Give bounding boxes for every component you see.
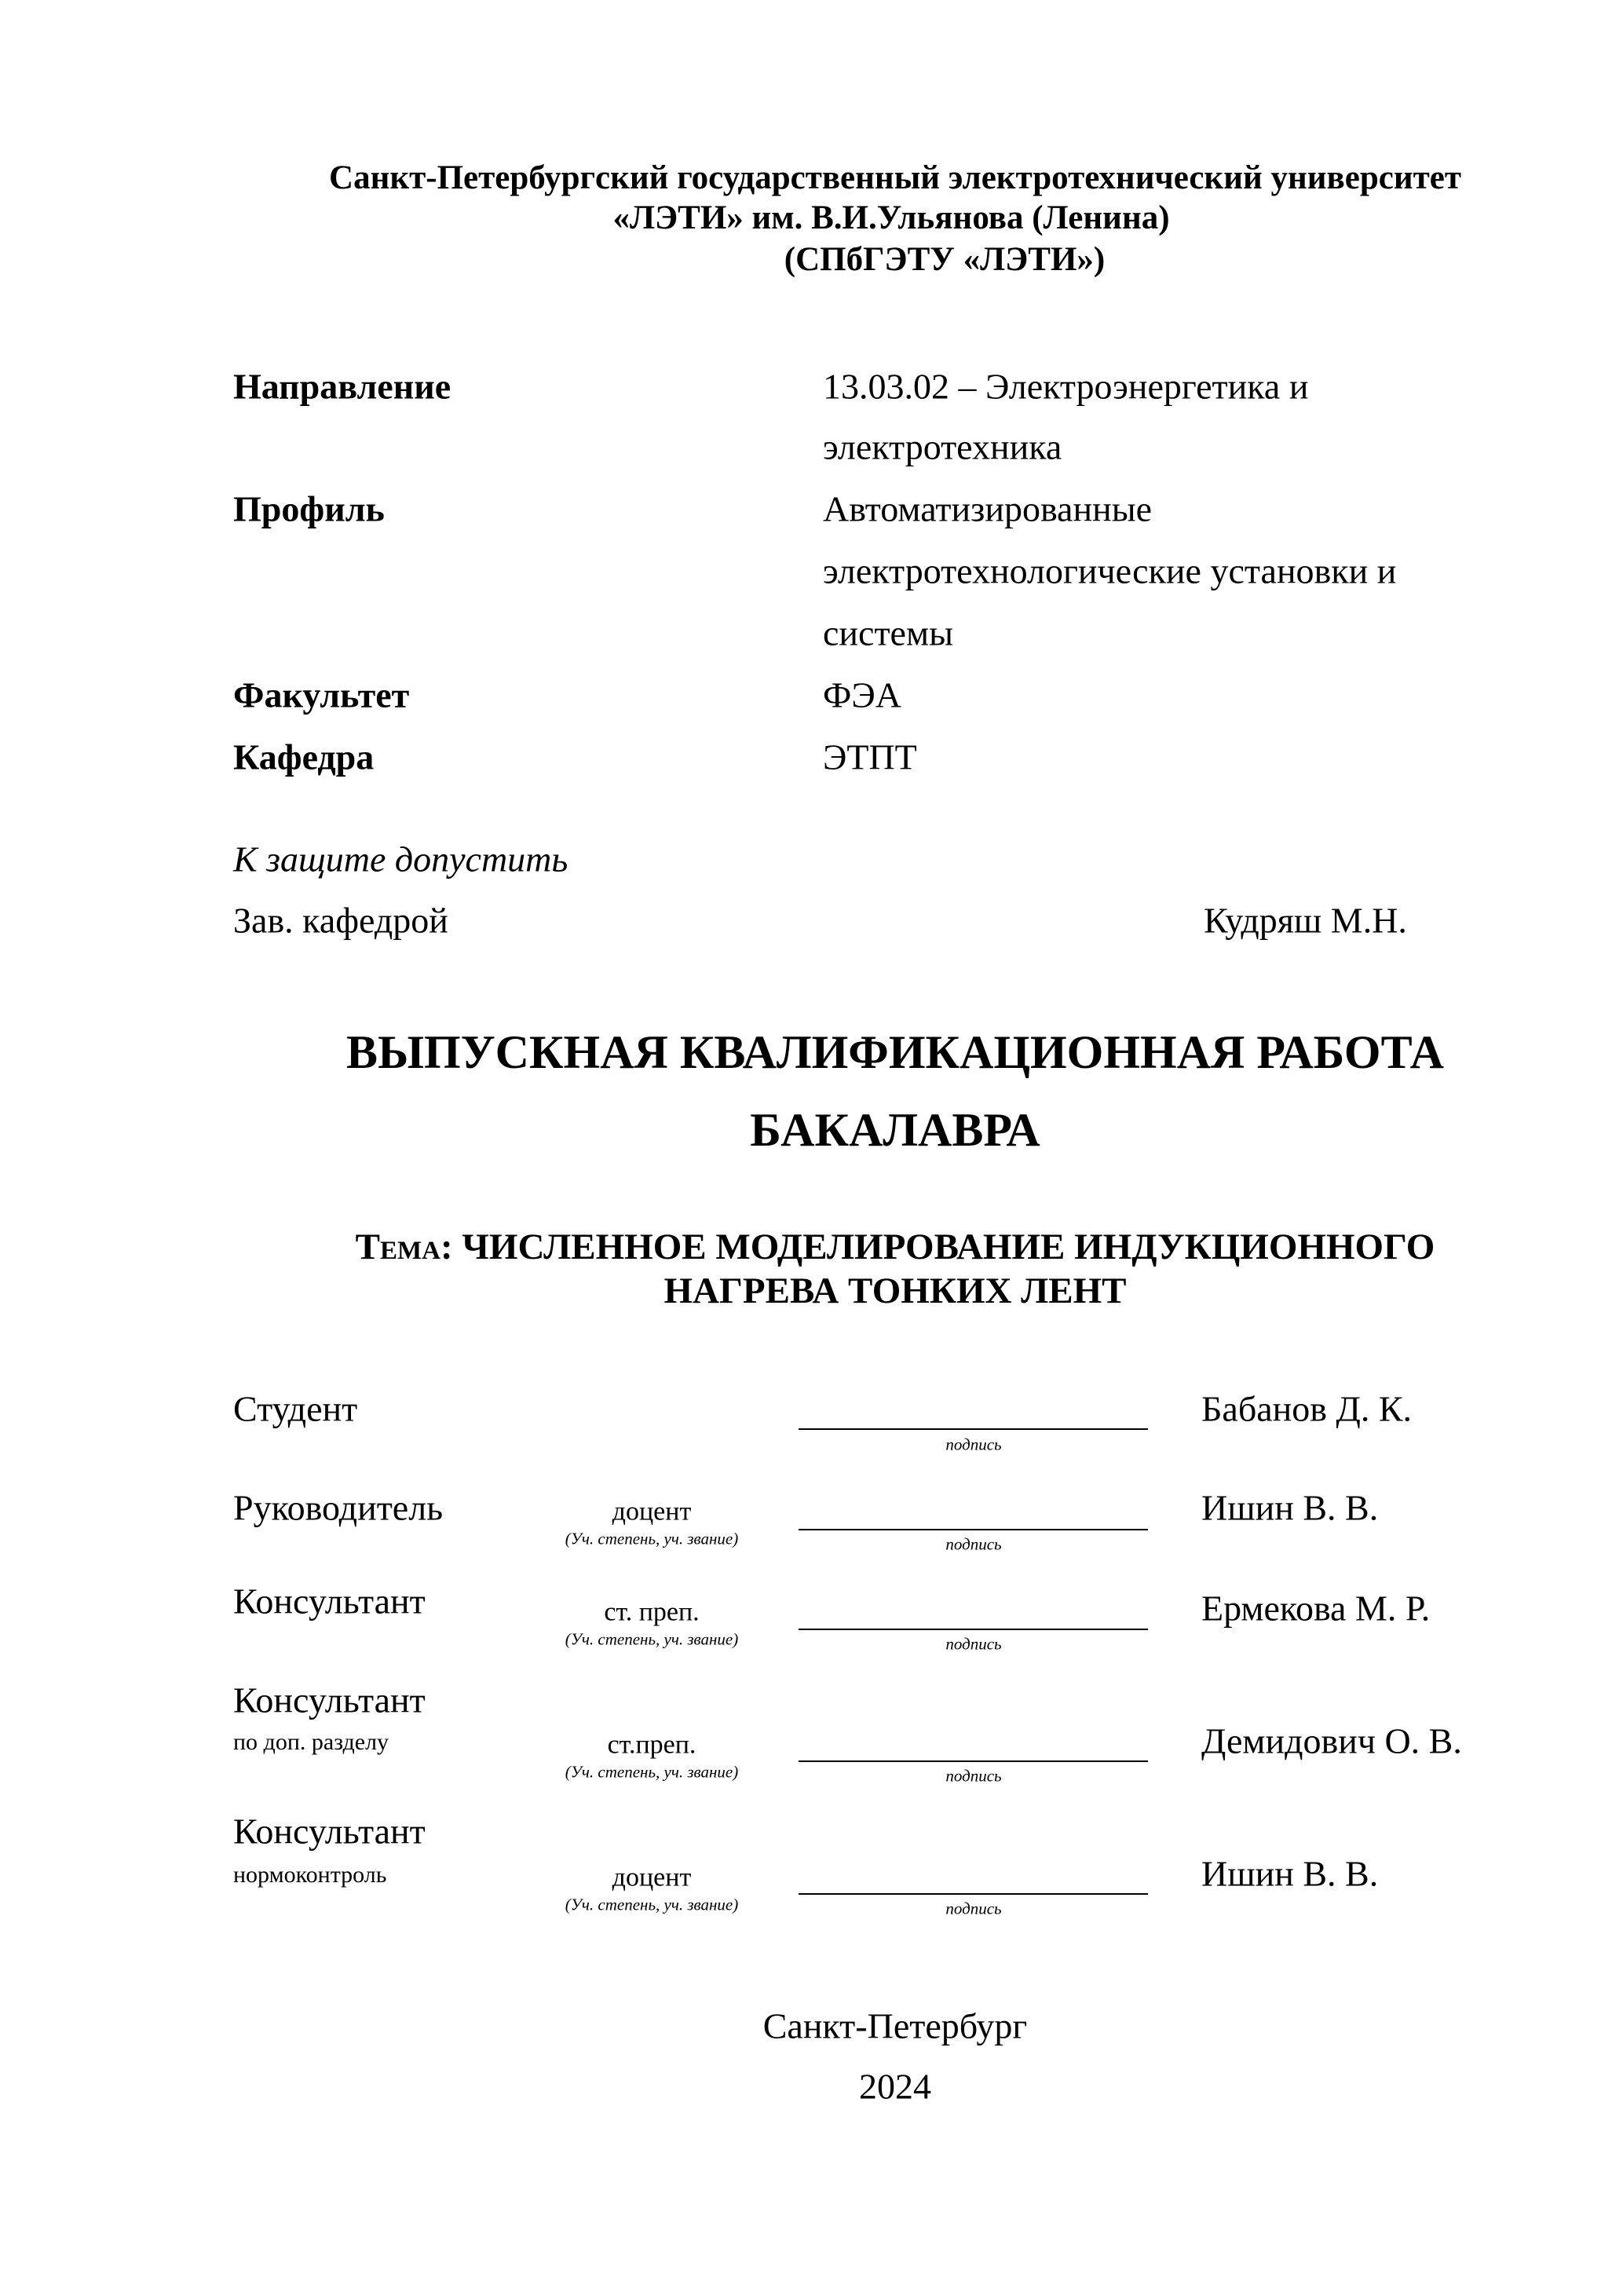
supervisor-name: Ишин В. В.	[1201, 1487, 1379, 1528]
role-sub-norm: нормоконтроль	[233, 1862, 387, 1888]
work-title: ВЫПУСКНАЯ КВАЛИФИКАЦИОННАЯ РАБОТА	[346, 1026, 1444, 1078]
role-supervisor: Руководитель	[233, 1487, 444, 1528]
role-consultant: Консультант	[233, 1581, 426, 1621]
city: Санкт-Петербург	[762, 2005, 1028, 2046]
consultant-norm-name: Ишин В. В.	[1201, 1853, 1379, 1894]
signature-line	[799, 1760, 1148, 1762]
head-label: Зав. кафедрой	[233, 900, 448, 941]
admit-text: К защите допустить	[233, 839, 568, 879]
role-consultant-extra: Консультант	[233, 1680, 426, 1720]
faculty-label: Факультет	[233, 675, 410, 715]
consultant-norm-degree: доцент	[612, 1863, 692, 1892]
theme-prefix: Тема:	[355, 1226, 453, 1267]
signature-line	[799, 1893, 1148, 1895]
consultant-name: Ермекова М. Р.	[1201, 1588, 1431, 1629]
year: 2024	[859, 2066, 931, 2107]
work-title-line2: БАКАЛАВРА	[750, 1104, 1040, 1156]
signature-caption: подпись	[945, 1634, 1002, 1654]
direction-value: 13.03.02 – Электроэнергетика и	[823, 366, 1309, 407]
consultant-degree: ст. преп.	[604, 1597, 700, 1627]
university-abbr: (СПбГЭТУ «ЛЭТИ»)	[784, 241, 1106, 279]
faculty-value: ФЭА	[823, 675, 901, 715]
role-sub-extra: по доп. разделу	[233, 1729, 389, 1755]
profile-label: Профиль	[233, 488, 385, 529]
university-name-line2: «ЛЭТИ» им. В.И.Ульянова (Ленина)	[612, 199, 1170, 237]
signature-caption: подпись	[945, 1534, 1002, 1554]
signature-line	[799, 1428, 1148, 1430]
consultant-extra-name: Демидович О. В.	[1201, 1720, 1462, 1761]
signature-caption: подпись	[945, 1766, 1002, 1786]
profile-value-cont2: системы	[823, 612, 953, 653]
department-value: ЭТПТ	[823, 737, 917, 777]
degree-caption: (Уч. степень, уч. звание)	[565, 1895, 739, 1914]
degree-caption: (Уч. степень, уч. звание)	[565, 1629, 739, 1649]
role-student: Студент	[233, 1388, 358, 1429]
profile-value: Автоматизированные	[823, 488, 1153, 529]
consultant-extra-degree: ст.преп.	[607, 1730, 696, 1760]
theme-text: ЧИСЛЕННОЕ МОДЕЛИРОВАНИЕ ИНДУКЦИОННОГО	[462, 1226, 1435, 1267]
signature-caption: подпись	[945, 1435, 1002, 1454]
theme-line1	[356, 1225, 1435, 1269]
role-consultant-norm: Консультант	[233, 1811, 426, 1852]
signature-line	[799, 1529, 1148, 1530]
university-name: Санкт-Петербургский государственный электротехнический университет	[329, 159, 1461, 197]
theme-line2: НАГРЕВА ТОНКИХ ЛЕНТ	[663, 1270, 1127, 1311]
head-name: Кудряш М.Н.	[1204, 900, 1407, 941]
direction-label: Направление	[233, 366, 451, 407]
supervisor-degree: доцент	[612, 1497, 692, 1526]
signature-caption: подпись	[945, 1899, 1002, 1918]
degree-caption: (Уч. степень, уч. звание)	[565, 1762, 739, 1782]
degree-caption: (Уч. степень, уч. звание)	[565, 1529, 739, 1548]
signature-line	[799, 1629, 1148, 1630]
direction-value-cont: электротехника	[823, 426, 1062, 467]
student-name: Бабанов Д. К.	[1201, 1388, 1413, 1429]
profile-value-cont: электротехнологические установки и	[823, 550, 1397, 591]
department-label: Кафедра	[233, 737, 375, 777]
